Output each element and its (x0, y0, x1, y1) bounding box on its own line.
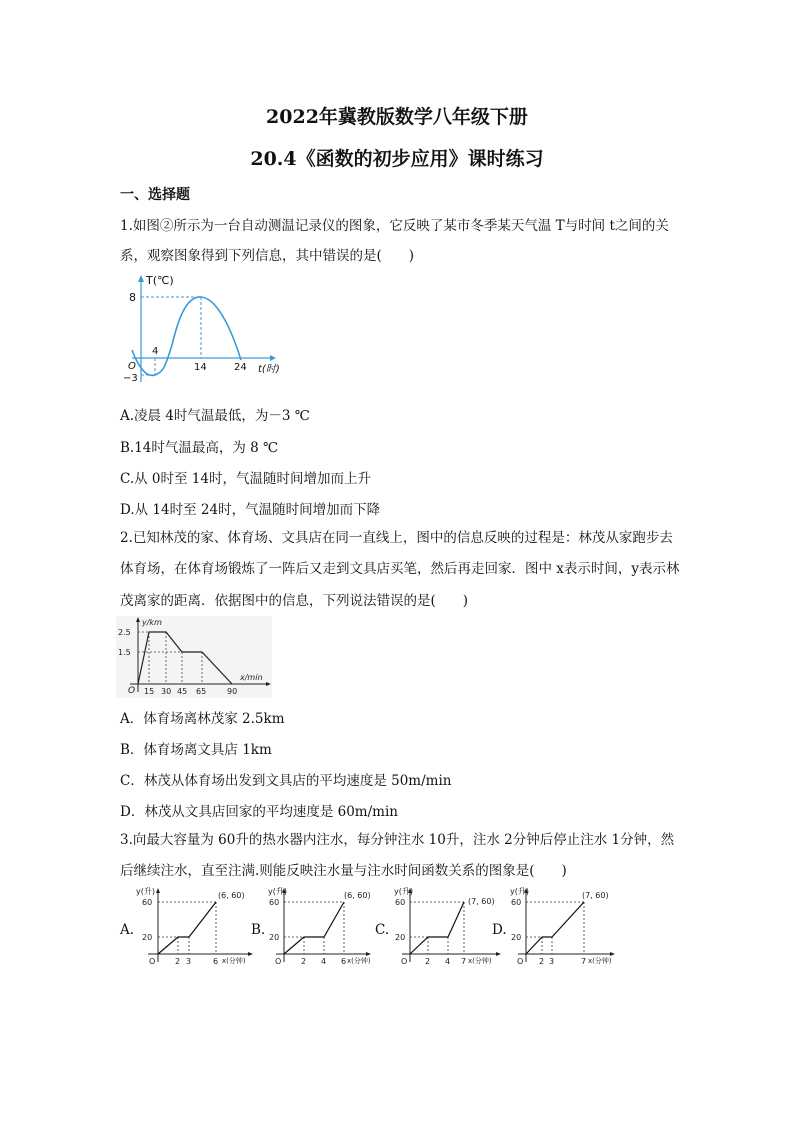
q1-x-axis-label: t(时) (258, 364, 280, 375)
q1-stem-line1: 1.如图②所示为一台自动测温记录仪的图象，它反映了某市冬季某天气温 T与时间 t之间的关 (120, 218, 669, 234)
q3-choice-a-graph (136, 886, 256, 968)
q3b-x-label: x(分钟) (347, 957, 371, 965)
q2-stem-line3: 茂离家的距离．依据图中的信息，下列说法错误的是( ) (120, 593, 469, 609)
q3c-y-label: y(升) (394, 887, 413, 896)
q3-stem-line1: 3.向最大容量为 60升的热水器内注水，每分钟注水 10升，注水 2分钟后停止注水 1分钟，然 (120, 832, 675, 848)
q2-option-a: A．体育场离林茂家 2.5km (120, 711, 285, 727)
q3a-tick3: 6 (213, 957, 219, 966)
q2-stem-line2: 体育场，在体育场锻炼了一阵后又走到文具店买笔，然后再走回家．图中 x表示时间，y表示林 (120, 561, 680, 577)
q2-option-b: B．体育场离文具店 1km (120, 742, 272, 758)
q1-temperature-curve (132, 297, 241, 375)
q2-tick-15: 15 (144, 687, 155, 696)
q1-option-c: C.从 0时至 14时，气温随时间增加而上升 (120, 471, 371, 487)
q3d-tick1: 2 (539, 957, 545, 966)
q3a-y-label: y(升) (136, 887, 155, 896)
q3a-tick2: 3 (186, 957, 192, 966)
q3b-tick-60: 60 (269, 898, 280, 907)
q3b-end-point: (6, 60) (344, 891, 371, 900)
q2-tick-90: 90 (227, 687, 238, 696)
q3d-line (526, 902, 584, 954)
q3-choice-b-graph (264, 886, 374, 968)
q2-tick-y-15: 1.5 (118, 648, 131, 657)
q3d-origin: O (517, 957, 524, 966)
q2-tick-30: 30 (161, 687, 172, 696)
q2-tick-45: 45 (177, 687, 188, 696)
q3b-line (284, 902, 344, 954)
q3c-x-label: x(分钟) (468, 957, 492, 965)
q2-option-d: D．林茂从文具店回家的平均速度是 60m/min (120, 804, 398, 820)
section-heading: 一、选择题 (120, 187, 190, 203)
q3a-tick-60: 60 (142, 898, 153, 907)
q3d-x-label: x(分钟) (588, 957, 612, 965)
q3b-tick-20: 20 (269, 933, 280, 942)
q1-tick-14: 14 (194, 362, 207, 373)
q3c-line (410, 902, 464, 954)
q2-origin: O (128, 686, 136, 696)
q3-choice-d-graph (508, 886, 618, 968)
q1-tick-neg3: −3 (123, 373, 138, 384)
q3-choice-c-letter: C. (375, 922, 390, 938)
q2-x-axis-label: x/min (240, 673, 263, 682)
q3c-x-arrow (496, 952, 501, 956)
q3a-line (158, 902, 216, 954)
page-subtitle: 20.4《函数的初步应用》课时练习 (250, 148, 544, 170)
q3b-tick3: 6 (341, 957, 347, 966)
q3c-tick1: 2 (425, 957, 431, 966)
q2-tick-65: 65 (196, 687, 207, 696)
q3d-end-point: (7, 60) (582, 891, 609, 900)
q1-option-a: A.凌晨 4时气温最低，为－3 ℃ (120, 408, 310, 424)
q3-stem-line2: 后继续注水，直至注满.则能反映注水量与注水时间函数关系的图象是( ) (120, 863, 567, 879)
q3c-tick3: 7 (461, 957, 467, 966)
q3a-end-point: (6, 60) (218, 891, 245, 900)
q3b-tick2: 4 (321, 957, 327, 966)
q2-distance-graph (116, 616, 272, 698)
q1-y-axis-label: T(℃) (146, 274, 174, 287)
q2-y-axis-label: y/km (142, 618, 162, 627)
q2-tick-y-25: 2.5 (118, 628, 131, 637)
q3a-x-label: x(分钟) (222, 957, 246, 965)
q3c-tick2: 4 (445, 957, 451, 966)
q3a-tick-20: 20 (142, 933, 153, 942)
q3d-tick-60: 60 (511, 898, 522, 907)
q3d-tick3: 7 (581, 957, 587, 966)
q3d-tick2: 3 (549, 957, 555, 966)
q1-option-d: D.从 14时至 24时，气温随时间增加而下降 (120, 502, 381, 518)
q3a-y-arrow (156, 888, 160, 893)
q3b-tick1: 2 (301, 957, 307, 966)
q1-temperature-graph (120, 270, 290, 390)
q3b-origin: O (275, 957, 282, 966)
q3a-origin: O (149, 957, 156, 966)
q3d-x-arrow (610, 952, 615, 956)
q1-tick-8: 8 (129, 291, 136, 304)
q1-stem-line2: 系，观察图象得到下列信息，其中错误的是( ) (120, 248, 415, 264)
q3-choice-b-letter: B. (251, 922, 266, 938)
q3c-tick-60: 60 (395, 898, 406, 907)
q3a-tick1: 2 (175, 957, 181, 966)
q1-tick-24: 24 (234, 362, 247, 373)
q3-choice-d-letter: D. (492, 922, 507, 938)
q3d-tick-20: 20 (511, 933, 522, 942)
q3c-tick-20: 20 (395, 933, 406, 942)
q3c-end-point: (7, 60) (468, 897, 495, 906)
q2-stem-line1: 2.已知林茂的家、体育场、文具店在同一直线上，图中的信息反映的过程是：林茂从家跑步去 (120, 530, 673, 546)
q3b-y-label: y(升) (268, 887, 287, 896)
q3a-x-arrow (248, 952, 253, 956)
q1-origin: O (128, 361, 136, 372)
q1-x-arrow (270, 355, 276, 361)
q3-choice-c-graph (392, 886, 504, 968)
page-title: 2022年冀教版数学八年级下册 (266, 106, 528, 128)
q2-option-c: C．林茂从体育场出发到文具店的平均速度是 50m/min (120, 773, 452, 789)
q3-choice-a-letter: A. (120, 922, 135, 938)
q1-tick-4: 4 (152, 346, 159, 357)
q3d-y-label: y(升) (510, 887, 529, 896)
q3b-x-arrow (366, 952, 371, 956)
q1-option-b: B.14时气温最高，为 8 ℃ (120, 440, 279, 456)
q1-y-arrow (138, 275, 144, 282)
q3c-origin: O (401, 957, 408, 966)
